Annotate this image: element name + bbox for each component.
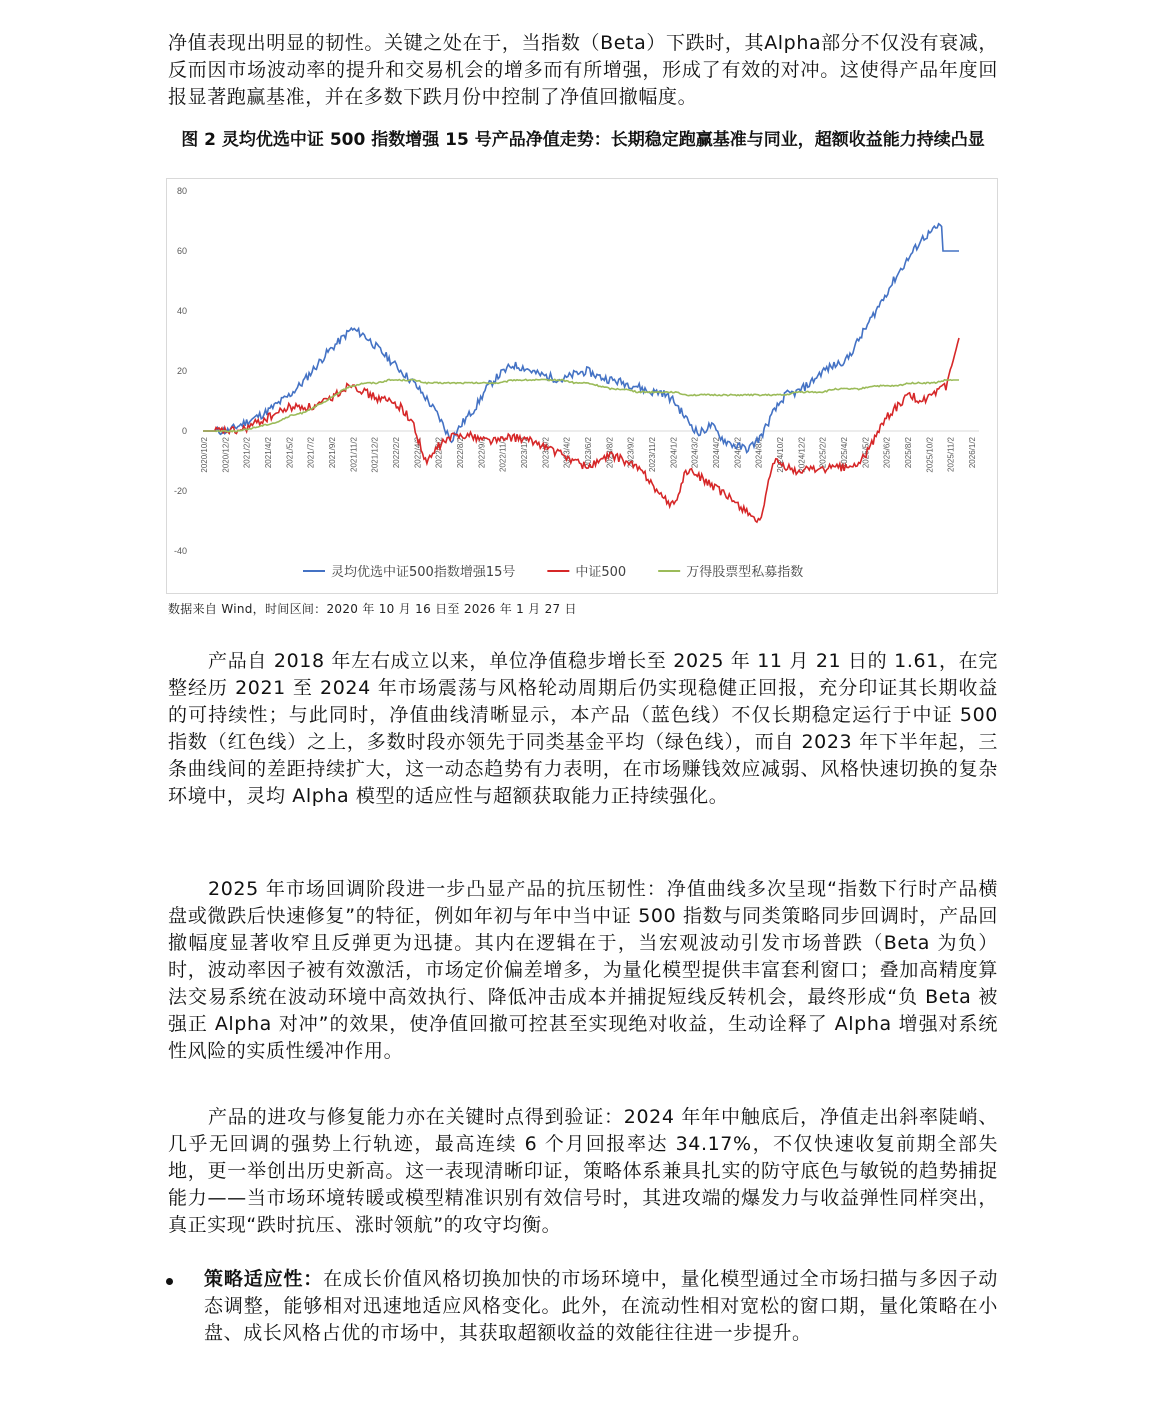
legend-label-2: 中证500 [575,565,627,580]
x-tick-label: 2024/6/2 [733,437,743,469]
source-note: 数据来自 Wind，时间区间：2020 年 10 月 16 日至 2026 年 1 月 27 日 [168,602,577,616]
x-tick-label: 2022/4/2 [413,437,423,469]
bullet-text: 在成长价值风格切换加快的市场环境中，量化模型通过全市场扫描与多因子动态调整，能够相对迅速地适应风格变化。此外，在流动性相对宽松的窗口期，量化策略在小盘、成长风格占优的市场中，其获取超额收益的效能往往进一步提升。 [204,1268,998,1344]
paragraph-1: 产品自 2018 年左右成立以来，单位净值稳步增长至 2025 年 11 月 21 日的 1.61，在完整经历 2021 至 2024 年市场震荡与风格轮动周期后仍实现稳健正回报，充分印证其长期收益的可持续性；与此同时，净值曲线清晰显示，本产品（蓝色线）不仅长期稳定运行于中证 500 指数（红色线）之上，多数时段亦领先于同类基金平均（绿色线），而自 2023 年下半年起，三条曲线间的差距持续扩大，这一动态趋势有力表明，在市场赚钱效应减弱、风格快速切换的复杂环境中，灵均 Alpha 模型的适应性与超额获取能力正持续强化。 [168,650,998,807]
x-tick-label: 2025/8/2 [904,437,913,469]
x-tick-label: 2024/12/2 [797,437,807,473]
series-line-1 [203,224,959,453]
x-tick-label: 2025/2/2 [818,437,828,469]
x-tick-label: 2023/11/2 [648,437,657,472]
x-tick-label: 2024/8/2 [754,437,764,469]
x-tick-label: 2020/12/2 [221,437,231,473]
x-tick-label: 2022/8/2 [456,437,465,469]
legend-label-3: 万得股票型私募指数 [686,565,804,580]
x-tick-label: 2023/3/2 [541,437,551,469]
paragraph-2: 2025 年市场回调阶段进一步凸显产品的抗压韧性：净值曲线多次呈现“指数下行时产品横盘或微跌后快速修复”的特征，例如年初与年中当中证 500 指数与同类策略同步回调时，产品回撤幅度显著收窄且反弹更为迅捷。其内在逻辑在于，当宏观波动引发市场普跌（Beta 为负）时，波动率因子被有效激活，市场定价偏差增多，为量化模型提供丰富套利窗口；叠加高精度算法交易系统在波动环境中高效执行、降低冲击成本并捕捉短线反转机会，最终形成“负 Beta 被强正 Alpha 对冲”的效果，使净值回撤可控甚至实现绝对收益，生动诠释了 Alpha 增强对系统性风险的实质性缓冲作用。 [168,878,998,1062]
intro-paragraph: 净值表现出明显的韧性。关键之处在于，当指数（Beta）下跌时，其Alpha部分不仅没有衰减，反而因市场波动率的提升和交易机会的增多而有所增强，形成了有效的对冲。这使得产品年度回报显著跑赢基准，并在多数下跌月份中控制了净值回撤幅度。 [168,32,998,108]
x-tick-label: 2024/3/2 [690,437,700,469]
x-tick-label: 2021/2/2 [242,437,252,469]
x-tick-label: 2025/6/2 [882,437,892,469]
x-tick-label: 2021/5/2 [285,437,295,469]
x-tick-label: 2021/11/2 [349,437,359,472]
y-tick-label: -40 [173,546,187,556]
x-tick-label: 2023/1/2 [520,437,529,469]
x-tick-label: 2024/4/2 [712,437,721,469]
x-tick-label: 2021/9/2 [328,437,337,469]
x-tick-label: 2022/9/2 [477,437,487,469]
series-line-2 [203,338,959,522]
x-tick-label: 2023/6/2 [584,437,593,469]
chart-container [166,178,998,594]
x-tick-label: 2021/4/2 [264,437,273,469]
x-tick-label: 2024/1/2 [669,437,679,469]
y-tick-label: -20 [173,486,187,496]
paragraph-3: 产品的进攻与修复能力亦在关键时点得到验证：2024 年年中触底后，净值走出斜率陡峭、几乎无回调的强势上行轨迹，最高连续 6 个月回报率达 34.17%，不仅快速收复前期全部失地，更一举创出历史新高。这一表现清晰印证，策略体系兼具扎实的防守底色与敏锐的趋势捕捉能力——当市场环境转暖或模型精准识别有效信号时，其进攻端的爆发力与收益弹性同样突出，真正实现“跌时抗压、涨时领航”的攻守均衡。 [168,1106,998,1236]
x-tick-label: 2026/1/2 [968,437,977,469]
x-tick-label: 2023/4/2 [562,437,572,469]
bullet-item [204,1266,998,1347]
x-tick-label: 2021/7/2 [306,437,316,469]
figure-caption: 图 2 灵均优选中证 500 指数增强 15 号产品净值走势：长期稳定跑赢基准与同业，超额收益能力持续凸显 [181,130,985,150]
x-tick-label: 2025/10/2 [925,437,935,473]
x-tick-label: 2021/12/2 [370,437,380,473]
bullet-label: 策略适应性： [204,1268,324,1290]
x-tick-label: 2022/6/2 [434,437,444,469]
line-chart [167,179,997,593]
bullet-dot-icon [166,1278,173,1285]
x-tick-label: 2025/5/2 [861,437,871,469]
y-tick-label: 80 [176,186,187,196]
x-tick-label: 2023/9/2 [626,437,636,469]
x-tick-label: 2023/8/2 [605,437,615,469]
series-line-3 [203,379,959,431]
legend-label-1: 灵均优选中证500指数增强15号 [331,565,516,580]
x-tick-label: 2025/4/2 [840,437,849,469]
x-tick-label: 2024/10/2 [776,437,785,473]
x-tick-label: 2020/10/2 [200,437,209,473]
x-tick-label: 2022/11/2 [498,437,508,472]
x-tick-label: 2025/11/2 [946,437,956,472]
y-tick-label: 40 [176,306,187,316]
x-tick-label: 2022/2/2 [392,437,401,469]
y-tick-label: 20 [176,366,187,376]
y-tick-label: 60 [176,246,187,256]
y-tick-label: 0 [181,426,187,436]
